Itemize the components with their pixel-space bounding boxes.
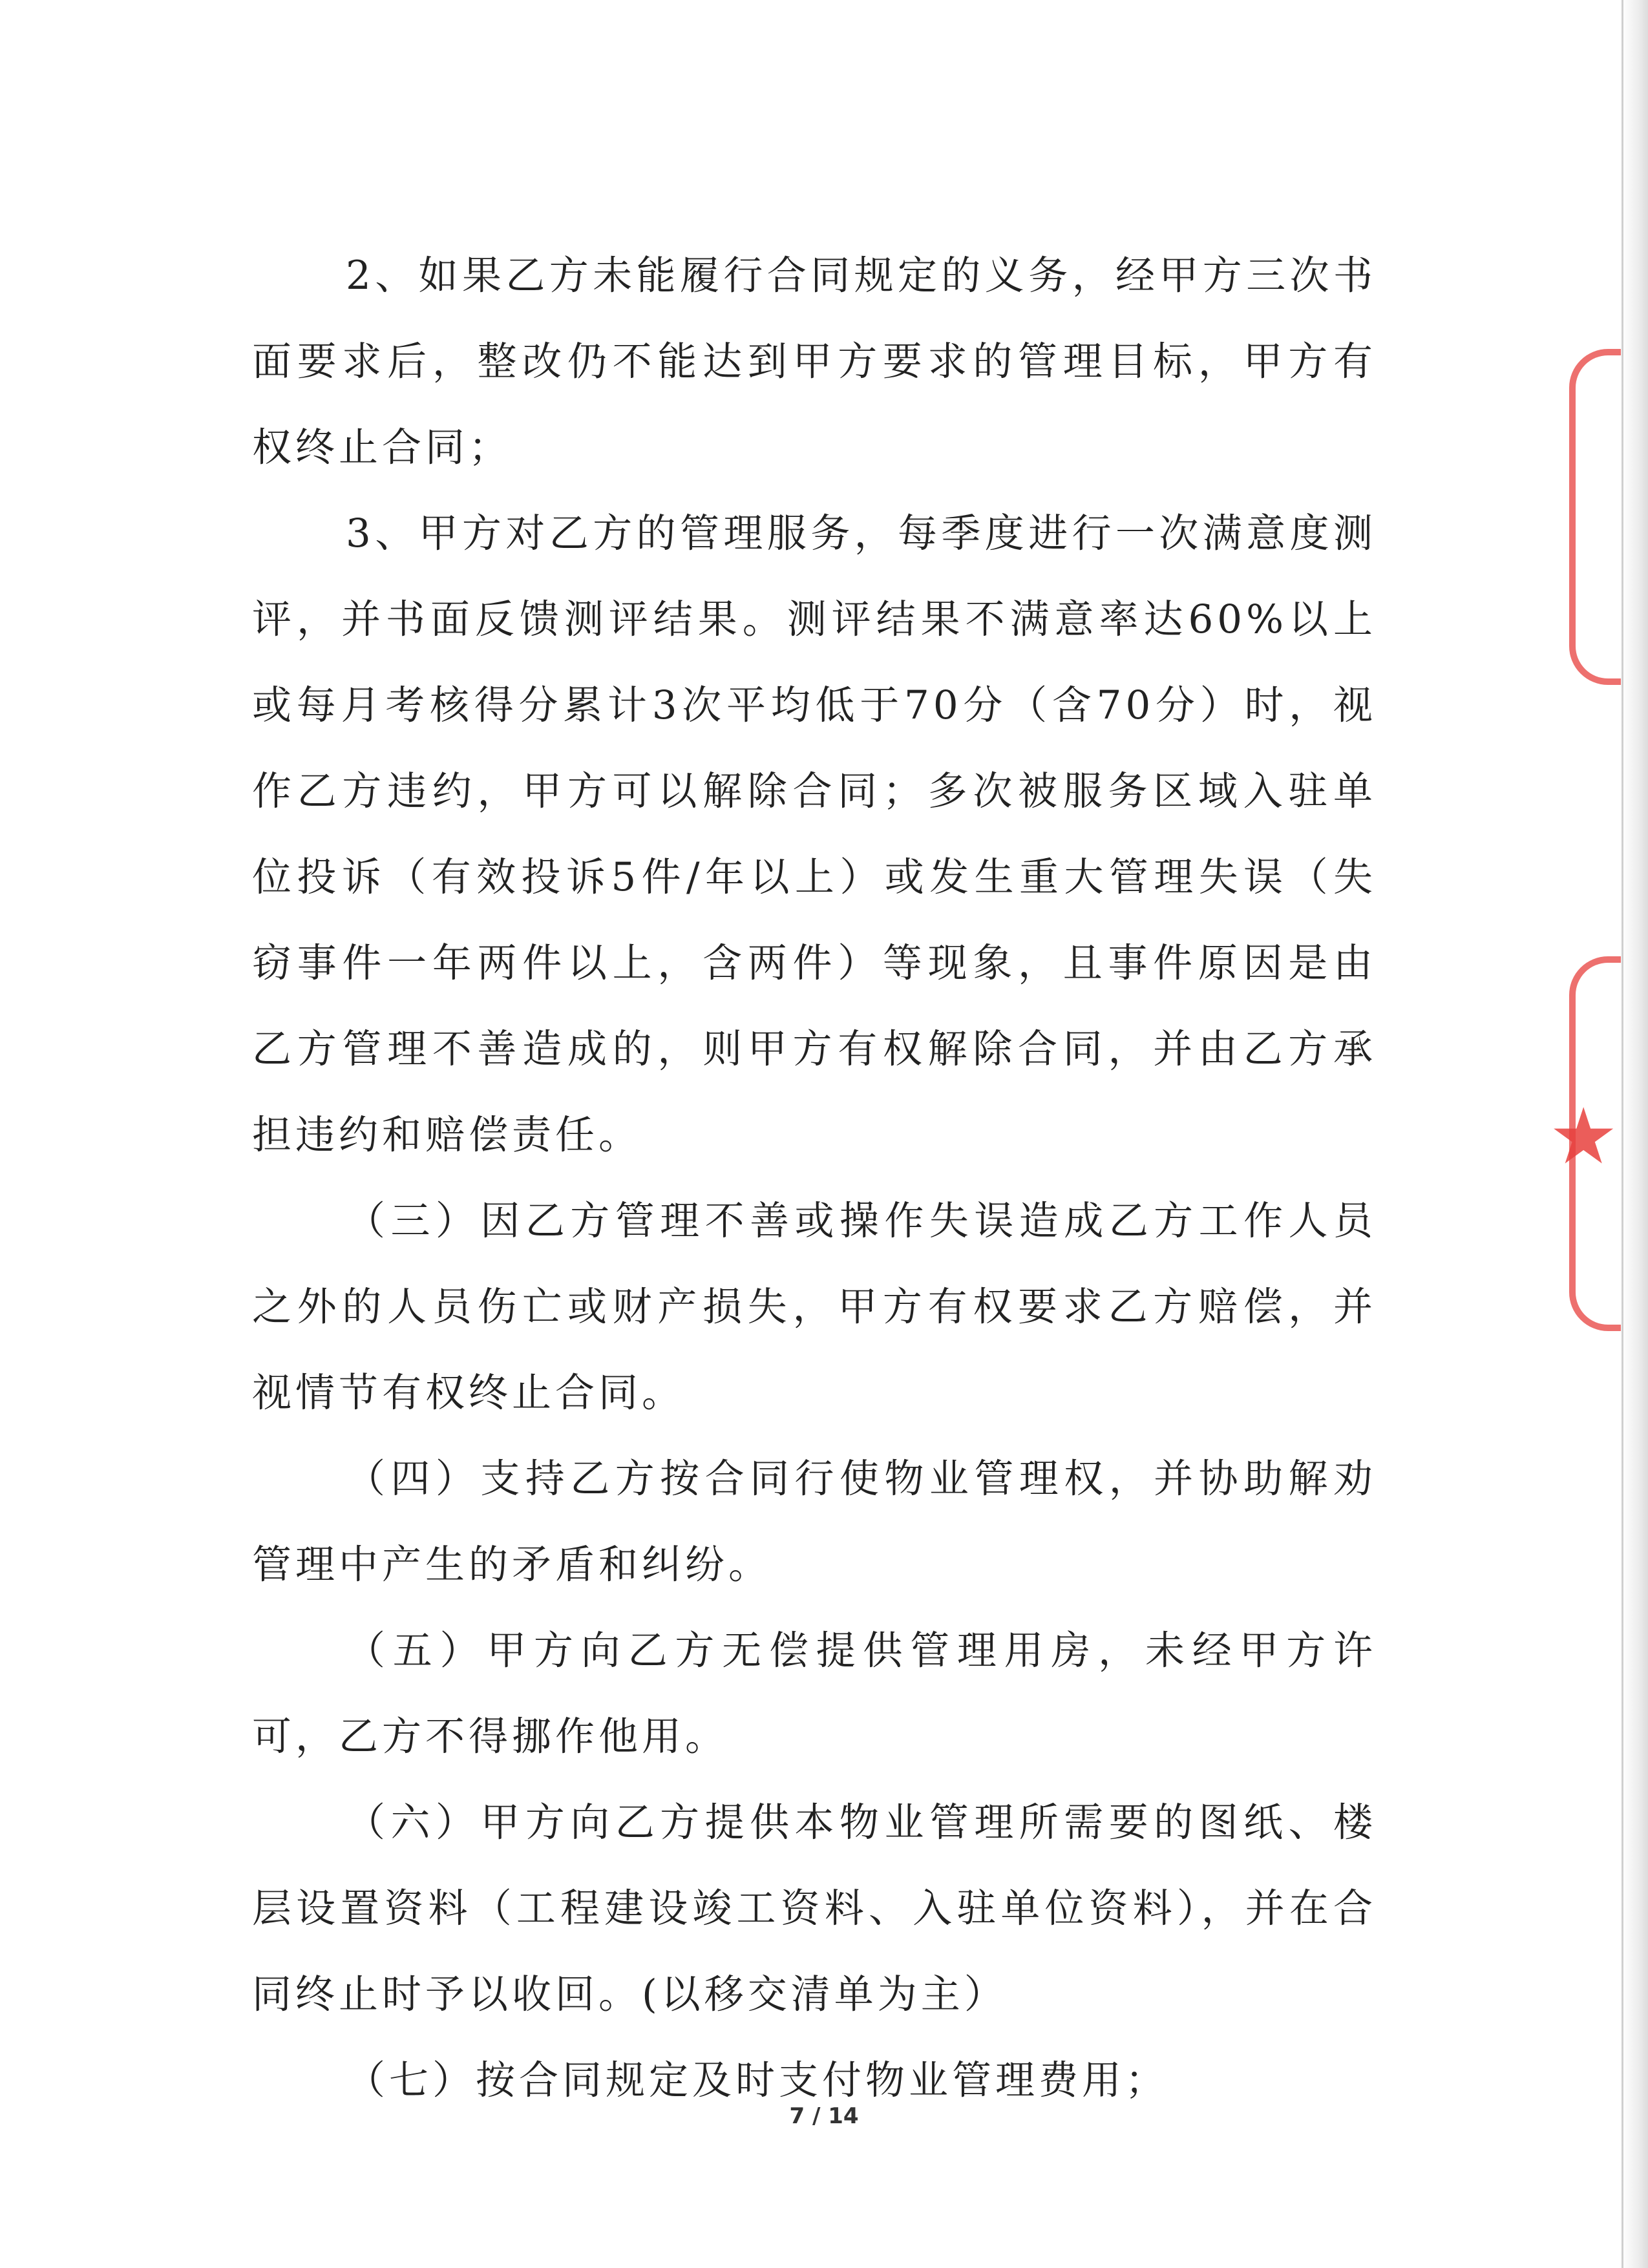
paragraph-clause-2: 2、如果乙方未能履行合同规定的义务，经甲方三次书面要求后，整改仍不能达到甲方要求的管理目标，甲方有权终止合同； (252, 253, 1377, 470)
page-number: 7 / 14 (789, 2103, 859, 2129)
document-body (252, 233, 1377, 2123)
paragraph-section-6: （六）甲方向乙方提供本物业管理所需要的图纸、楼层设置资料（工程建设竣工资料、入驻单位资料），并在合同终止时予以收回。(以移交清单为主） (252, 1800, 1377, 2017)
paragraph-clause-3: 3、甲方对乙方的管理服务，每季度进行一次满意度测评，并书面反馈测评结果。测评结果不满意率达60%以上或每月考核得分累计3次平均低于70分（含70分）时，视作乙方违约，甲方可以解除合同；多次被服务区域入驻单位投诉（有效投诉5件/年以上）或发生重大管理失误（失窃事件一年两件以上，含两件）等现象，且事件原因是由乙方管理不善造成的，则甲方有权解除合同，并由乙方承担违约和赔偿责任。 (252, 510, 1377, 1158)
paragraph-section-7: （七）按合同规定及时支付物业管理费用； (346, 2057, 1169, 2103)
scan-edge (1622, 0, 1648, 2268)
paragraph-section-3: （三）因乙方管理不善或操作失误造成乙方工作人员之外的人员伤亡或财产损失，甲方有权要求乙方赔偿，并视情节有权终止合同。 (252, 1198, 1377, 1416)
seal-star-icon: ★ (1548, 1092, 1618, 1182)
paragraph-section-5: （五）甲方向乙方无偿提供管理用房，未经甲方许可，乙方不得挪作他用。 (252, 1628, 1377, 1759)
red-seal-stamp-top (1569, 349, 1621, 685)
scan-line (1622, 0, 1623, 2268)
paragraph-section-4: （四）支持乙方按合同行使物业管理权，并协助解劝管理中产生的矛盾和纠纷。 (252, 1456, 1377, 1588)
